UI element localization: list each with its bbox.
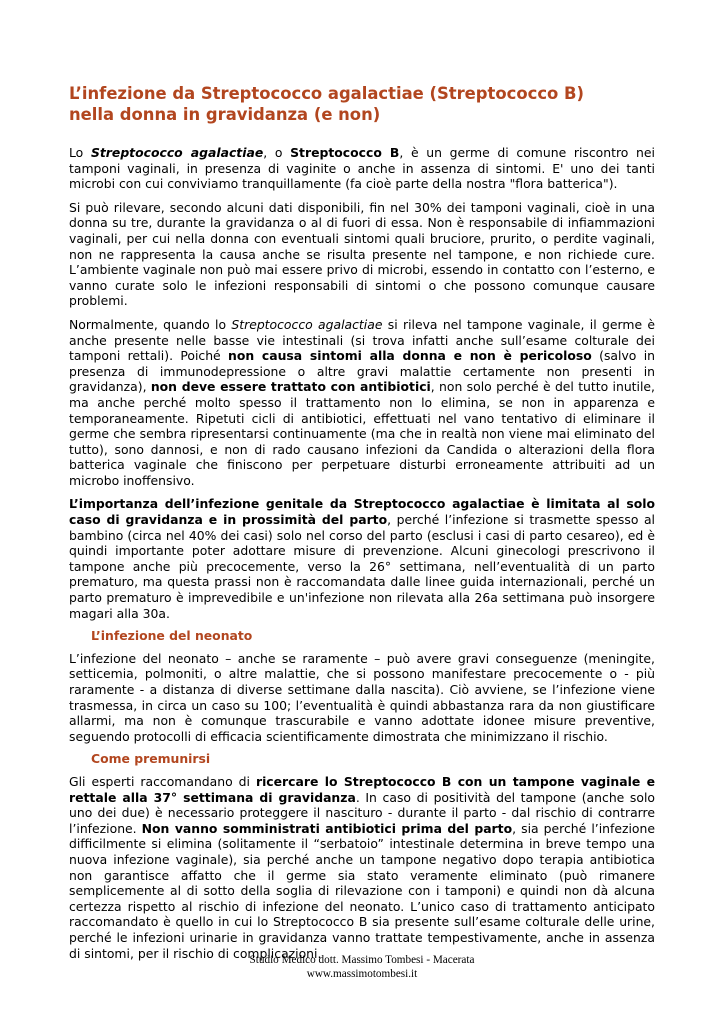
text-run: Normalmente, quando lo [69,316,232,332]
footer-studio: Studio Medico dott. Massimo Tombesi - Macerata [249,954,475,966]
title-line-2: nella donna in gravidanza (e non) [69,105,381,124]
paragraph-treatment [69,317,655,489]
paragraph-pregnancy [69,496,655,621]
text-run: , o [263,145,291,160]
text-run: , sia perché l’infezione difficilmente si elimina (solitamente il “serbatoio” intestinale determina in breve tempo una nuova infezione vaginale), sia perché anche un tampone negativo dopo terapia antibiotica non garantisce affatto che il germe sia stato veramente eliminato (può rimanere semplicemente al di sotto della soglia di rilevazione con i tamponi) e quindi non dà alcuna certezza rispetto al rischio di infezione del neonato. L’unico caso di trattamento anticipato raccomandato è quello in cui lo Streptococco B sia presente sull’esame colturale delle urine, perché le infezioni urinarie in gravidanza vanno trattate tempestivamente, anche in assenza di sintomi, per il rischio di complicazioni. [69,820,655,961]
text-run-bold: ricercare lo Streptococco B con un tampone vaginale e rettale alla 37° settimana di gravidanza [69,773,656,805]
text-run-italic: Streptococco agalactiae [231,316,383,332]
text-run: . In caso di positività del tampone (anche solo uno dei due) è necessario proteggere il nascituro - durante il parto - dal rischio di contrarre l’infezione. [69,789,655,836]
paragraph-intro [69,145,655,192]
paragraph-neonato: L’infezione del neonato – anche se raramente – può avere gravi conseguenze (meningite, setticemia, polmoniti, o altre malattie, che si possono manifestare precocemente o - più raramente - a distanza di diverse settimane dalla nascita). Ciò avviene, se l’infezione viene trasmessa, in circa un caso su 100; l’eventualità è quindi abbastanza rara da non giustificare allarmi, ma non è comunque trascurabile e vanno adottate idonee misure preventive, seguendo protocolli di efficacia scientificamente dimostrata che minimizzano il rischio. [69,650,655,744]
text-run-bold: non deve essere trattato con antibiotici [150,379,431,395]
title-line-1: L’infezione da Streptococco agalactiae (Streptococco B) [69,84,584,103]
document-title [69,83,655,125]
section-heading-neonato: L’infezione del neonato [91,628,253,644]
text-run: Gli esperti raccomandano di [69,773,256,789]
paragraph-premunirsi [69,774,655,961]
text-run: (salvo in presenza di immunodepressione o altre gravi malattie certamente non presenti in gravidanza), [69,348,655,395]
text-run-bold: L’importanza dell’infezione genitale da Streptococco agalactiae è limitata al solo caso di gravidanza e in prossimità del parto [69,496,655,528]
text-run: , non solo perché è del tutto inutile, ma anche perché molto spesso il trattamento non lo elimina, se non in apparenza e temporaneamente. Ripetuti cicli di antibiotici, effettuati nel vano tentativo di eliminare il germe che sembra ripresentarsi continuamente (ma che in realtà non viene mai eliminato del tutto), sono dannosi, e non di rado causano infezioni da Candida o alterazioni della flora batterica vaginale che finiscono per perpetuare disturbi erroneamente attribuiti ad un microbo inoffensivo. [69,379,655,488]
text-run-bold: Non vanno somministrati antibiotici prima del parto [141,820,513,836]
document-body [69,83,655,961]
text-run-bold: Streptococco B [290,145,400,160]
text-run: si rileva nel tampone vaginale, il germe è anche presente nelle basse vie intestinali (si trova infatti anche sull’esame colturale dei tamponi rettali). Poiché [69,316,655,364]
section-heading-premunirsi: Come premunirsi [91,751,211,767]
text-run: , perché l’infezione si trasmette spesso al bambino (circa nel 40% dei casi) solo nel corso del parto (esclusi i casi di parto cesareo), ed è quindi importante poter adottare misure di prevenzione. Alcuni ginecologi prescrivono il tampone anche più precocemente, verso la 26° settimana, nell’eventualità di un parto prematuro, ma questa prassi non è raccomandata dalle linee guida internazionali, perché un parto prematuro è imprevedibile e un'infezione non rilevata alla 26a settimana può insorgere magari alla 30a. [69,512,655,621]
text-run: , è un germe di comune riscontro nei tamponi vaginali, in presenza di vaginite o anche in assenza di sintomi. E' uno dei tanti microbi con cui conviviamo tranquillamente (fa cioè parte della nostra "flora batterica"). [69,145,655,192]
text-run-bold-italic: Streptococco agalactiae [90,145,264,160]
text-run-bold: non causa sintomi alla donna e non è pericoloso [228,348,592,364]
paragraph-prevalence: Si può rilevare, secondo alcuni dati disponibili, fin nel 30% dei tamponi vaginali, cioè in una donna su tre, durante la gravidanza o al di fuori di essa. Non è responsabile di infiammazioni vaginali, per cui nella donna con eventuali sintomi quali bruciore, prurito, o perdite vaginali, non ne rappresenta la causa anche se risulta presente nel tampone, e non richiede cure. L’ambiente vaginale non può mai essere privo di microbi, essendo in contatto con l’esterno, e vanno curate solo le infezioni responsabili di sintomi o che possono comunque causare problemi. [69,199,655,309]
page-footer [0,953,724,981]
text-run: Lo [69,145,91,160]
footer-website: www.massimotombesi.it [306,968,418,980]
